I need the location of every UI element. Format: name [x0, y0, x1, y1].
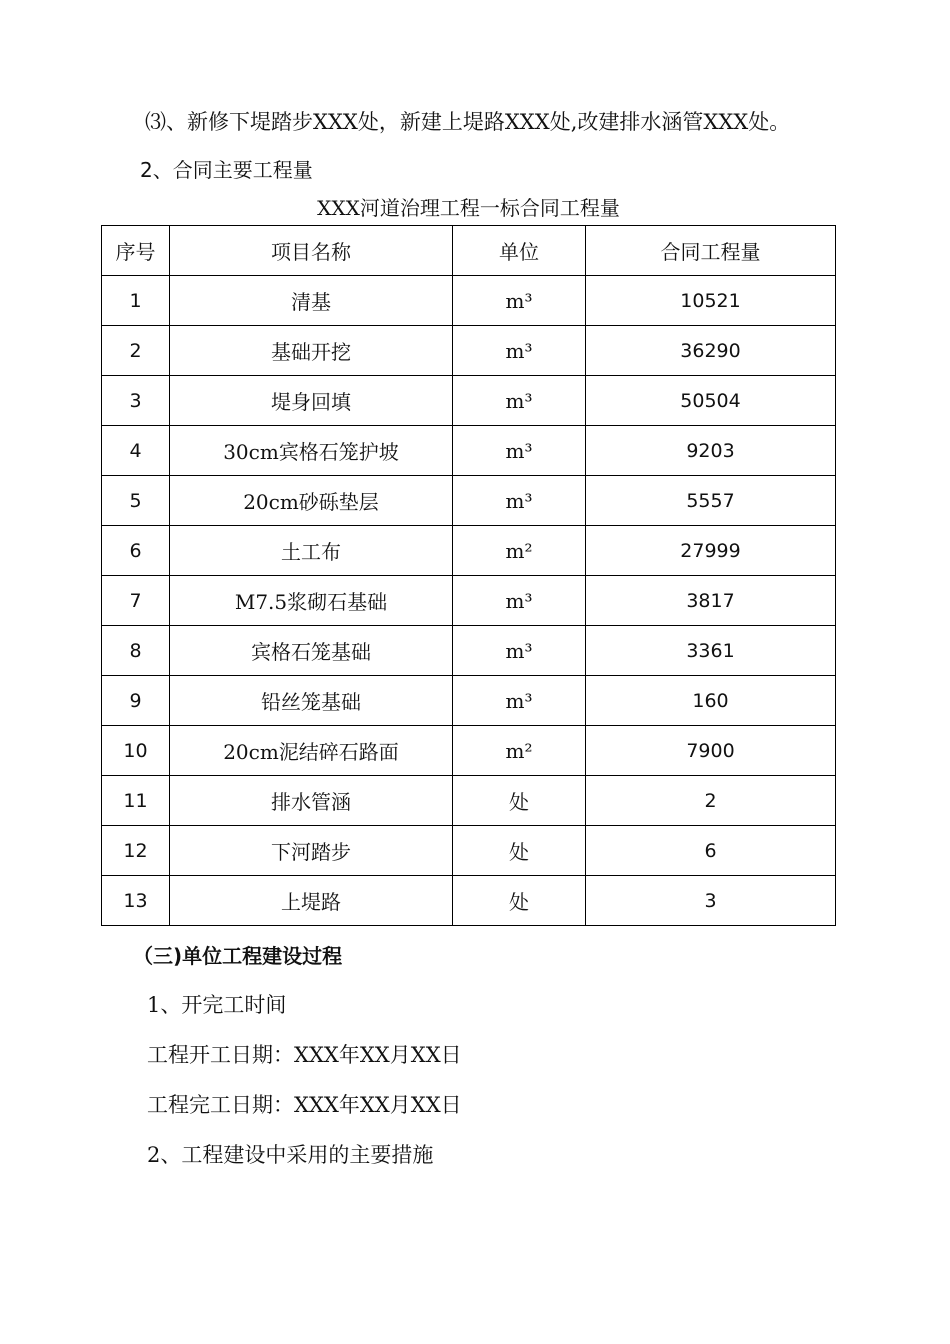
row-unit: m³	[453, 276, 586, 326]
table-row	[102, 376, 836, 426]
row-quantity: 27999	[586, 526, 836, 576]
section-three-heading: （三)单位工程建设过程	[133, 944, 343, 968]
row-item-name: 20cm砂砾垫层	[170, 476, 453, 526]
header-item-name: 项目名称	[170, 226, 453, 276]
row-quantity: 3361	[586, 626, 836, 676]
start-date-line: 工程开工日期：XXX年XX月XX日	[147, 1043, 462, 1067]
row-index: 10	[102, 726, 170, 776]
table-row	[102, 526, 836, 576]
table-header-row	[102, 226, 836, 276]
header-quantity: 合同工程量	[586, 226, 836, 276]
row-index: 13	[102, 876, 170, 926]
row-quantity: 3817	[586, 576, 836, 626]
row-index: 8	[102, 626, 170, 676]
row-item-name: 土工布	[170, 526, 453, 576]
row-unit: m²	[453, 526, 586, 576]
row-item-name: 堤身回填	[170, 376, 453, 426]
table-row	[102, 576, 836, 626]
row-quantity: 2	[586, 776, 836, 826]
table-row	[102, 326, 836, 376]
row-unit: 处	[453, 826, 586, 876]
header-index: 序号	[102, 226, 170, 276]
table-row	[102, 676, 836, 726]
table-row	[102, 726, 836, 776]
row-unit: m³	[453, 626, 586, 676]
table-row	[102, 426, 836, 476]
table-caption: XXX河道治理工程一标合同工程量	[317, 196, 620, 220]
row-index: 3	[102, 376, 170, 426]
row-item-name: 宾格石笼基础	[170, 626, 453, 676]
row-quantity: 50504	[586, 376, 836, 426]
row-item-name: 基础开挖	[170, 326, 453, 376]
row-quantity: 36290	[586, 326, 836, 376]
row-index: 4	[102, 426, 170, 476]
row-item-name: 清基	[170, 276, 453, 326]
row-quantity: 6	[586, 826, 836, 876]
row-index: 9	[102, 676, 170, 726]
row-unit: m³	[453, 676, 586, 726]
row-unit: 处	[453, 776, 586, 826]
row-index: 12	[102, 826, 170, 876]
row-unit: m³	[453, 576, 586, 626]
row-item-name: 上堤路	[170, 876, 453, 926]
row-index: 1	[102, 276, 170, 326]
row-unit: m³	[453, 426, 586, 476]
row-item-name: 下河踏步	[170, 826, 453, 876]
row-unit: 处	[453, 876, 586, 926]
row-item-name: 排水管涵	[170, 776, 453, 826]
header-unit: 单位	[453, 226, 586, 276]
paragraph-new-works: ⑶、新修下堤踏步XXX处，新建上堤路XXX处,改建排水涵管XXX处。	[145, 110, 791, 134]
row-quantity: 10521	[586, 276, 836, 326]
row-index: 7	[102, 576, 170, 626]
row-index: 11	[102, 776, 170, 826]
table-row	[102, 826, 836, 876]
table-row	[102, 776, 836, 826]
table-body	[102, 276, 836, 926]
row-index: 2	[102, 326, 170, 376]
row-unit: m²	[453, 726, 586, 776]
main-measures-heading: 2、工程建设中采用的主要措施	[147, 1143, 434, 1167]
row-unit: m³	[453, 326, 586, 376]
end-date-line: 工程完工日期：XXX年XX月XX日	[147, 1093, 462, 1117]
row-unit: m³	[453, 476, 586, 526]
row-item-name: 铅丝笼基础	[170, 676, 453, 726]
row-item-name: M7.5浆砌石基础	[170, 576, 453, 626]
row-item-name: 20cm泥结碎石路面	[170, 726, 453, 776]
row-index: 6	[102, 526, 170, 576]
table-row	[102, 876, 836, 926]
table-row	[102, 476, 836, 526]
row-quantity: 3	[586, 876, 836, 926]
row-quantity: 160	[586, 676, 836, 726]
row-unit: m³	[453, 376, 586, 426]
table-row	[102, 276, 836, 326]
row-item-name: 30cm宾格石笼护坡	[170, 426, 453, 476]
section-heading-quantities: 2、合同主要工程量	[140, 158, 313, 182]
start-end-time-heading: 1、开完工时间	[147, 993, 287, 1017]
table-row	[102, 626, 836, 676]
row-quantity: 5557	[586, 476, 836, 526]
row-index: 5	[102, 476, 170, 526]
row-quantity: 7900	[586, 726, 836, 776]
quantities-table	[101, 225, 836, 926]
row-quantity: 9203	[586, 426, 836, 476]
